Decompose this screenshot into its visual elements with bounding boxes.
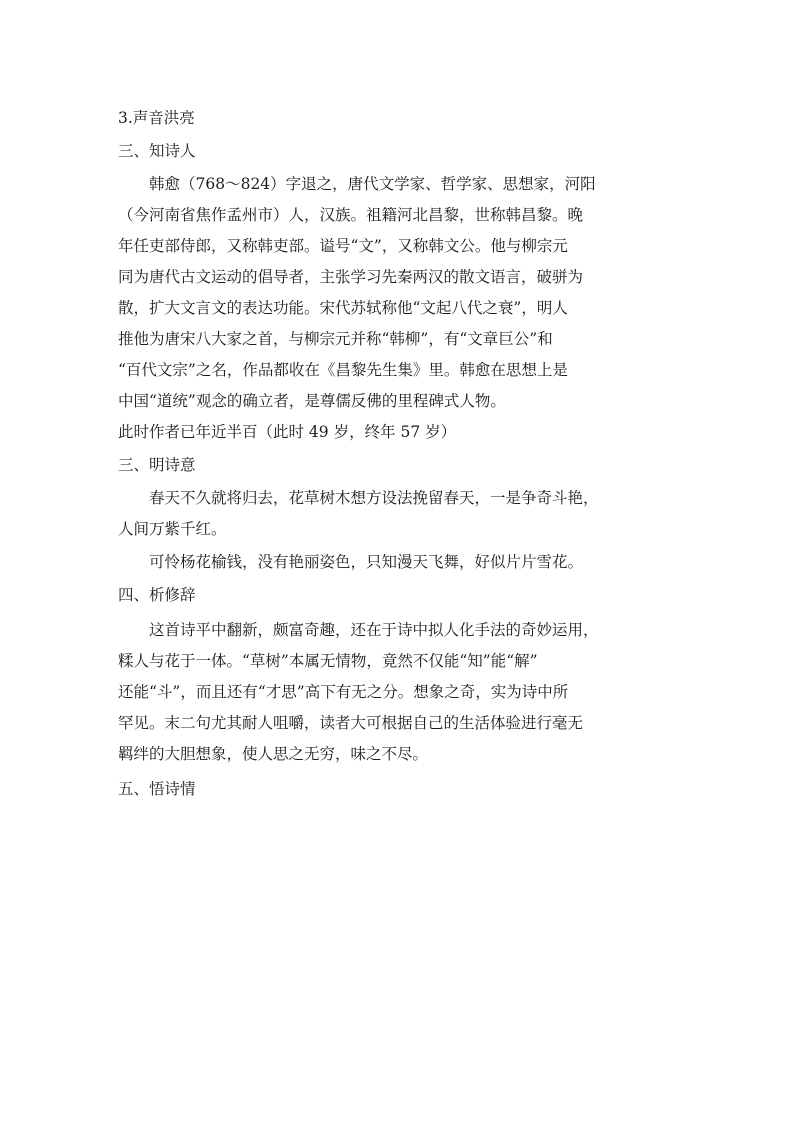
meaning-line: 春天不久就将归去，花草树木想方设法挽留春天，一是争奇斗艳， xyxy=(149,489,599,507)
item-voice-loud: 3.声音洪亮 xyxy=(118,109,195,127)
bio-line: 年任吏部侍郎，又称韩吏部。谥号“文”，又称韩文公。他与柳宗元 xyxy=(118,237,568,255)
heading-know-poet: 三、知诗人 xyxy=(118,142,196,160)
rhetoric-line: 羁绊的大胆想象，使人思之无穷，味之不尽。 xyxy=(118,745,429,763)
author-age-note: 此时作者已年近半百（此时 49 岁，终年 57 岁） xyxy=(118,423,457,441)
meaning-paragraph-2: 可怜杨花榆钱，没有艳丽姿色，只知漫天飞舞，好似片片雪花。 xyxy=(149,553,584,571)
heading-meaning: 三、明诗意 xyxy=(118,456,196,474)
rhetoric-line: 还能“斗”，而且还有“才思”高下有无之分。想象之奇，实为诗中所 xyxy=(118,683,569,701)
rhetoric-line: 糅人与花于一体。“草树”本属无情物，竟然不仅能“知”能“解” xyxy=(118,652,538,670)
bio-line: （今河南省焦作孟州市）人，汉族。祖籍河北昌黎，世称韩昌黎。晚 xyxy=(118,206,584,224)
bio-line: 推他为唐宋八大家之首，与柳宗元并称“韩柳”，有“文章巨公”和 xyxy=(118,330,553,348)
rhetoric-paragraph xyxy=(118,615,680,770)
bio-line: 散，扩大文言文的表达功能。宋代苏轼称他“文起八代之衰”，明人 xyxy=(118,299,568,317)
document-page xyxy=(118,103,680,805)
meaning-line: 人间万紫千红。 xyxy=(118,520,227,538)
bio-line: 韩愈（768～824）字退之，唐代文学家、哲学家、思想家，河阳 xyxy=(149,175,596,193)
bio-line: “百代文宗”之名，作品都收在《昌黎先生集》里。韩愈在思想上是 xyxy=(118,361,568,379)
bio-line: 同为唐代古文运动的倡导者，主张学习先秦两汉的散文语言，破骈为 xyxy=(118,268,584,286)
heading-emotion: 五、悟诗情 xyxy=(118,780,196,798)
heading-rhetoric: 四、析修辞 xyxy=(118,586,196,604)
poet-biography-paragraph xyxy=(118,169,680,417)
rhetoric-line: 这首诗平中翻新，颇富奇趣，还在于诗中拟人化手法的奇妙运用， xyxy=(149,621,599,639)
bio-line: 中国“道统”观念的确立者，是尊儒反佛的里程碑式人物。 xyxy=(118,392,506,410)
rhetoric-line: 罕见。末二句尤其耐人咀嚼，读者大可根据自己的生活体验进行毫无 xyxy=(118,714,584,732)
meaning-paragraph-1 xyxy=(118,483,680,545)
